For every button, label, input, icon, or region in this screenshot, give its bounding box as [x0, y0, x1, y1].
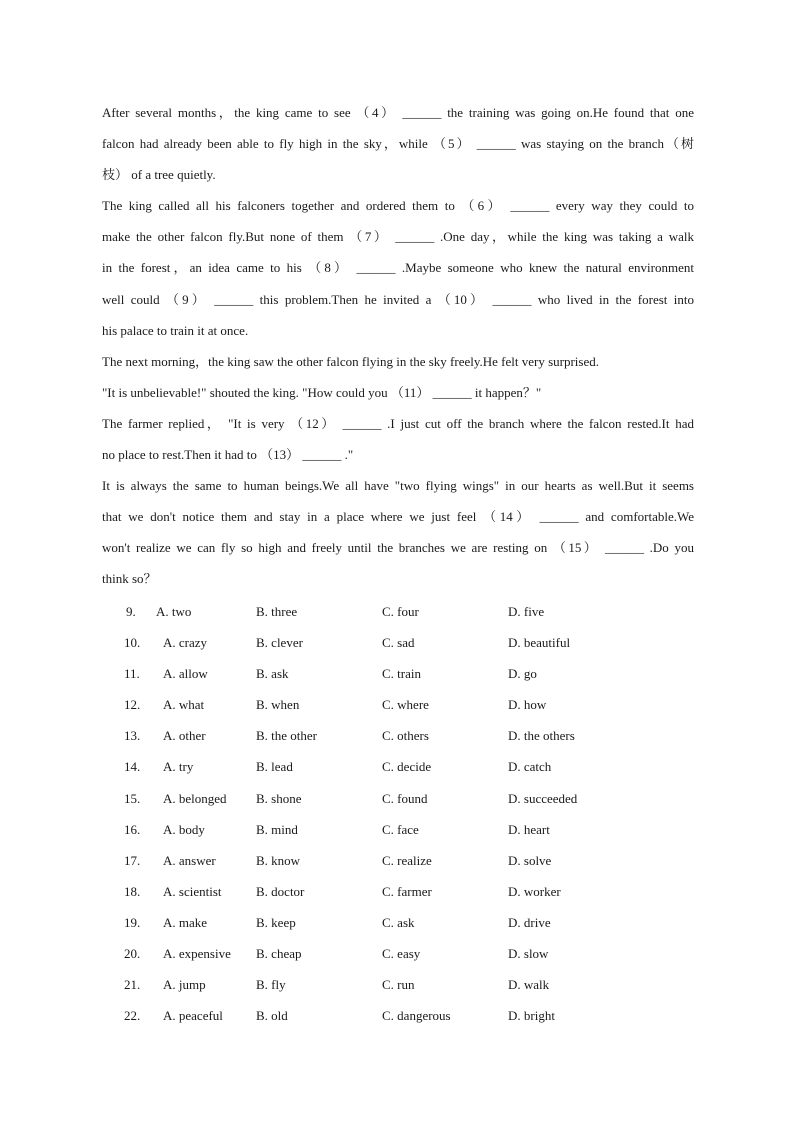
passage-line: his palace to train it at once. [102, 322, 249, 338]
question-row [0, 658, 794, 689]
option-a: A. expensive [163, 946, 231, 962]
passage-line: 枝） of a tree quietly. [102, 167, 216, 183]
option-c: C. dangerous [382, 1008, 451, 1024]
passage-line: that we don't notice them and stay in a place where we just feel （14） ______ and comfortable.We [102, 509, 694, 525]
option-b: B. keep [256, 914, 296, 930]
option-d: D. go [508, 666, 537, 682]
option-b: B. doctor [256, 883, 305, 899]
question-number: 18. [124, 883, 141, 899]
question-number: 13. [124, 728, 141, 744]
passage-line: won't realize we can fly so high and freely until the branches we are resting on （15） ______ .Do you [102, 540, 694, 556]
option-d: D. slow [508, 946, 549, 962]
option-c: C. decide [382, 759, 432, 775]
option-c: C. realize [382, 852, 432, 868]
passage-line: well could （9） ______ this problem.Then he invited a （10） ______ who lived in the forest into [102, 291, 694, 307]
option-b: B. ask [256, 666, 289, 682]
question-row [0, 938, 794, 969]
question-number: 12. [124, 697, 141, 713]
option-b: B. cheap [256, 946, 302, 962]
option-a: A. peaceful [163, 1008, 223, 1024]
option-d: D. solve [508, 852, 552, 868]
option-d: D. succeeded [508, 790, 578, 806]
option-b: B. clever [256, 635, 303, 651]
option-b: B. shone [256, 790, 302, 806]
question-row [0, 720, 794, 751]
question-row [0, 814, 794, 845]
option-a: A. jump [163, 977, 206, 993]
question-row [0, 907, 794, 938]
option-d: D. bright [508, 1008, 555, 1024]
option-d: D. heart [508, 821, 550, 837]
option-a: A. what [163, 697, 205, 713]
passage-line: The farmer replied， "It is very （12） ______ .I just cut off the branch where the falcon rested.It had [102, 415, 694, 431]
option-a: A. make [163, 914, 208, 930]
option-b: B. old [256, 1008, 288, 1024]
option-d: D. worker [508, 883, 561, 899]
reading-passage [102, 97, 694, 595]
option-d: D. catch [508, 759, 552, 775]
option-b: B. when [256, 697, 300, 713]
question-row [0, 845, 794, 876]
passage-line: think so？ [102, 571, 157, 587]
option-c: C. train [382, 666, 421, 682]
answer-options [0, 596, 794, 1031]
question-row [0, 969, 794, 1000]
option-a: A. crazy [163, 635, 208, 651]
passage-line: in the forest，an idea came to his （8） ______ .Maybe someone who knew the natural environment [102, 260, 694, 276]
option-c: C. four [382, 604, 419, 619]
question-number: 9. [126, 604, 136, 619]
passage-line: The next morning，the king saw the other falcon flying in the sky freely.He felt very surprised. [102, 353, 599, 369]
question-number: 17. [124, 852, 141, 868]
option-a: A. try [163, 759, 194, 775]
option-b: B. know [256, 852, 301, 868]
option-c: C. farmer [382, 883, 432, 899]
question-number: 19. [124, 914, 141, 930]
question-number: 20. [124, 946, 141, 962]
question-row [0, 689, 794, 720]
question-number: 10. [124, 635, 141, 651]
passage-line: "It is unbelievable!" shouted the king. "How could you （11） ______ it happen？" [102, 384, 542, 400]
question-number: 21. [124, 977, 141, 993]
option-c: C. run [382, 977, 415, 993]
question-row [0, 876, 794, 907]
option-d: D. five [508, 604, 545, 619]
passage-line: falcon had already been able to fly high in the sky，while （5） ______ was staying on the branch（树 [102, 136, 694, 152]
question-row [0, 627, 794, 658]
option-a: A. body [163, 821, 205, 837]
option-c: C. others [382, 728, 429, 744]
option-b: B. fly [256, 977, 286, 993]
passage-line: make the other falcon fly.But none of them （7） ______ .One day，while the king was taking a walk [102, 229, 694, 245]
question-row [0, 751, 794, 782]
option-d: D. drive [508, 914, 551, 930]
option-c: C. sad [382, 635, 415, 651]
passage-line: After several months，the king came to see （4） ______ the training was going on.He found that one [102, 105, 694, 120]
option-a: A. two [156, 604, 192, 619]
passage-line: no place to rest.Then it had to （13） ______ ." [102, 447, 354, 463]
question-number: 15. [124, 790, 141, 806]
option-b: B. lead [256, 759, 293, 775]
option-a: A. scientist [163, 883, 222, 899]
passage-line: It is always the same to human beings.We all have "two flying wings" in our hearts as well.But it seems [102, 478, 694, 494]
option-a: A. answer [163, 852, 216, 868]
option-b: B. the other [256, 728, 318, 744]
option-d: D. walk [508, 977, 550, 993]
option-b: B. mind [256, 821, 298, 837]
option-d: D. beautiful [508, 635, 571, 651]
option-a: A. other [163, 728, 206, 744]
passage-line: The king called all his falconers together and ordered them to （6） ______ every way they could to [102, 198, 694, 214]
question-row [0, 1000, 794, 1031]
option-c: C. ask [382, 914, 415, 930]
question-number: 11. [124, 666, 140, 682]
option-d: D. how [508, 697, 547, 713]
option-d: D. the others [508, 728, 575, 744]
option-b: B. three [256, 604, 298, 619]
option-a: A. belonged [163, 790, 227, 806]
question-number: 22. [124, 1008, 141, 1024]
option-c: C. face [382, 821, 419, 837]
option-a: A. allow [163, 666, 208, 682]
option-c: C. where [382, 697, 429, 713]
option-c: C. found [382, 790, 428, 806]
question-row [0, 596, 794, 627]
question-row [0, 783, 794, 814]
option-c: C. easy [382, 946, 421, 962]
question-number: 14. [124, 759, 141, 775]
question-number: 16. [124, 821, 141, 837]
